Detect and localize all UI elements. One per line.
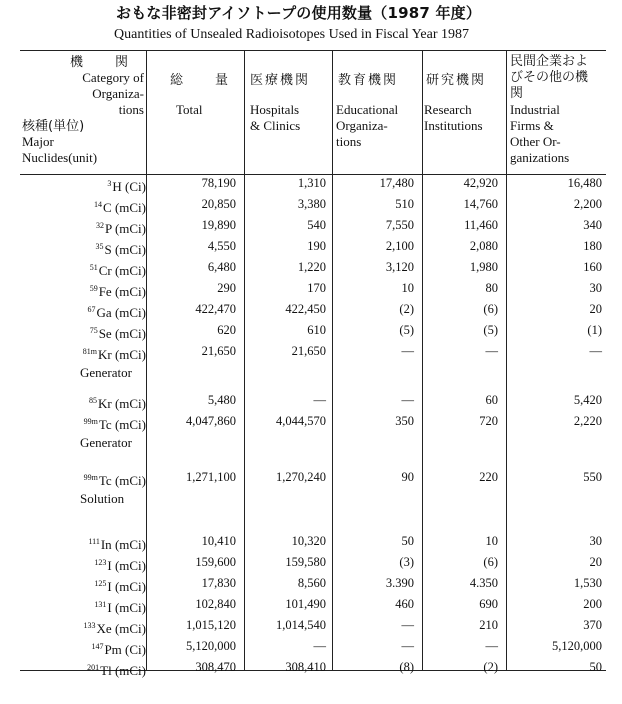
nuclide-label (20, 217, 146, 237)
table-cell: 3,120 (385, 260, 414, 274)
element-symbol: H (112, 179, 122, 194)
element-symbol: I (107, 600, 112, 615)
table-cell: 422,450 (285, 302, 326, 316)
nuclide-label (20, 280, 146, 300)
table-cell: 30 (589, 281, 602, 295)
nuclide-form: Solution (80, 491, 125, 506)
mass-number: 125 (94, 579, 107, 588)
col-header-hospitals-ja: 医療機関 (250, 73, 311, 88)
mass-number: 51 (89, 263, 98, 272)
col-header-research-en: Research Institutions (424, 102, 483, 133)
table-cell: 1,310 (297, 176, 326, 190)
table-cell: 60 (485, 393, 498, 407)
table-cell: 5,420 (573, 393, 602, 407)
table-cell: 19,890 (201, 218, 236, 232)
table-cell: 1,271,100 (186, 470, 236, 484)
mass-number: 99m (83, 473, 98, 482)
table-cell: 3.390 (385, 576, 414, 590)
mass-number: 75 (89, 326, 98, 335)
unit: (mCi) (111, 473, 146, 488)
unit: (mCi) (111, 263, 146, 278)
table-cell: 1,014,540 (276, 618, 326, 632)
nuclide-form: Generator (80, 435, 132, 450)
element-symbol: C (103, 200, 112, 215)
table-cell: — (589, 344, 602, 358)
table-cell: (5) (399, 323, 414, 337)
mass-number: 67 (87, 305, 96, 314)
unit: (Ci) (121, 642, 146, 657)
stub-header-nuclide-ja: 核種(単位) (22, 119, 85, 134)
nuclide-label (20, 175, 146, 195)
table-cell: 510 (395, 197, 414, 211)
table-cell: 10,320 (291, 534, 326, 548)
element-symbol: Fe (98, 284, 112, 299)
table-cell: 220 (479, 470, 498, 484)
table-cell: 21,650 (201, 344, 236, 358)
table-cell: — (401, 618, 414, 632)
unit: (mCi) (111, 242, 146, 257)
table-cell: 21,650 (291, 344, 326, 358)
table-cell: 1,015,120 (186, 618, 236, 632)
table-cell: — (401, 344, 414, 358)
table-cell: 10 (401, 281, 414, 295)
isotope-usage-table (20, 50, 606, 678)
col-header-educational-en: Educational Organiza- tions (336, 102, 399, 149)
unit: (mCi) (111, 663, 146, 678)
table-cell: 14,760 (463, 197, 498, 211)
mass-number: 123 (94, 558, 107, 567)
stub-header-org-ja: 機 関 (70, 55, 131, 70)
mass-number: 35 (95, 242, 104, 251)
col-header-research-ja: 研究機関 (426, 73, 487, 88)
table-cell: 20 (589, 555, 602, 569)
unit: (Ci) (121, 179, 146, 194)
table-cell: (6) (483, 555, 498, 569)
table-cell: (3) (399, 555, 414, 569)
column-divider (506, 50, 507, 670)
unit: (mCi) (111, 600, 146, 615)
table-cell: 1,270,240 (276, 470, 326, 484)
table-cell: — (485, 344, 498, 358)
nuclide-label (20, 259, 146, 279)
element-symbol: Cr (98, 263, 112, 278)
unit: (mCi) (111, 347, 146, 362)
table-cell: 102,840 (195, 597, 236, 611)
table-cell: 4,047,860 (186, 414, 236, 428)
unit: (mCi) (111, 417, 146, 432)
table-cell: 2,220 (573, 414, 602, 428)
mass-number: 14 (94, 200, 103, 209)
table-cell: 308,470 (195, 660, 236, 674)
table-cell: 540 (307, 218, 326, 232)
table-cell: 4,044,570 (276, 414, 326, 428)
stub-header-org-en: Category of Organiza- tions (82, 70, 144, 117)
element-symbol: Xe (96, 621, 112, 636)
element-symbol: Kr (97, 347, 112, 362)
unit: (mCi) (111, 200, 146, 215)
table-cell: (8) (399, 660, 414, 674)
table-cell: 2,100 (385, 239, 414, 253)
mass-number: 99m (83, 417, 98, 426)
table-cell: 190 (307, 239, 326, 253)
stub-header-nuclide-en: Major Nuclides(unit) (22, 134, 98, 165)
table-cell: 370 (583, 618, 602, 632)
title-japanese: おもな非密封アイソトープの使用数量（1987 年度） (116, 4, 482, 22)
unit: (mCi) (111, 558, 146, 573)
table-cell: 210 (479, 618, 498, 632)
element-symbol: Se (98, 326, 112, 341)
title-english: Quantities of Unsealed Radioisotopes Used in Fiscal Year 1987 (114, 27, 470, 42)
nuclide-label (20, 413, 146, 433)
element-symbol: Pm (104, 642, 122, 657)
table-cell: 170 (307, 281, 326, 295)
table-cell: (1) (587, 323, 602, 337)
table-cell: 159,600 (195, 555, 236, 569)
unit: (mCi) (111, 305, 146, 320)
table-cell: 5,120,000 (552, 639, 602, 653)
table-cell: 10,410 (201, 534, 236, 548)
mass-number: 201 (87, 663, 100, 672)
table-cell: 17,480 (379, 176, 414, 190)
table-cell: 610 (307, 323, 326, 337)
mass-number: 32 (95, 221, 104, 230)
unit: (mCi) (111, 537, 146, 552)
table-cell: 690 (479, 597, 498, 611)
table-cell: (2) (483, 660, 498, 674)
table-cell: 2,080 (469, 239, 498, 253)
table-cell: (2) (399, 302, 414, 316)
table-cell: 550 (583, 470, 602, 484)
nuclide-label (20, 596, 146, 616)
table-cell: 8,560 (297, 576, 326, 590)
table-cell: 5,120,000 (186, 639, 236, 653)
element-symbol: I (107, 558, 112, 573)
table-cell: 80 (485, 281, 498, 295)
table-cell: 20 (589, 302, 602, 316)
table-top-rule (20, 50, 606, 51)
nuclide-label (20, 343, 146, 363)
table-cell: 350 (395, 414, 414, 428)
nuclide-label (20, 617, 146, 637)
table-cell: — (401, 639, 414, 653)
element-symbol: I (107, 579, 112, 594)
col-header-industrial-ja: 民間企業およ びその他の機 関 (510, 54, 589, 101)
element-symbol: P (104, 221, 112, 236)
table-cell: — (485, 639, 498, 653)
table-cell: 6,480 (207, 260, 236, 274)
table-cell: 78,190 (201, 176, 236, 190)
table-cell: 42,920 (463, 176, 498, 190)
table-cell: 160 (583, 260, 602, 274)
element-symbol: S (104, 242, 112, 257)
element-symbol: Tc (98, 417, 112, 432)
unit: (mCi) (111, 579, 146, 594)
nuclide-label (20, 533, 146, 553)
table-cell: — (313, 393, 326, 407)
nuclide-label (20, 301, 146, 321)
table-cell: 50 (589, 660, 602, 674)
table-cell: 720 (479, 414, 498, 428)
col-header-industrial-en: Industrial Firms & Other Or- ganizations (510, 102, 570, 165)
table-cell: 290 (217, 281, 236, 295)
nuclide-label (20, 659, 146, 679)
table-cell: 4,550 (207, 239, 236, 253)
table-cell: 7,550 (385, 218, 414, 232)
mass-number: 81m (82, 347, 97, 356)
table-cell: 1,220 (297, 260, 326, 274)
column-divider (332, 50, 333, 670)
mass-number: 85 (88, 396, 97, 405)
table-cell: 159,580 (285, 555, 326, 569)
element-symbol: Ga (96, 305, 112, 320)
element-symbol: Tc (98, 473, 112, 488)
nuclide-label (20, 196, 146, 216)
mass-number: 147 (91, 642, 104, 651)
table-cell: 90 (401, 470, 414, 484)
unit: (mCi) (111, 326, 146, 341)
element-symbol: Tl (100, 663, 112, 678)
table-cell: 620 (217, 323, 236, 337)
table-cell: 460 (395, 597, 414, 611)
table-cell: 180 (583, 239, 602, 253)
table-cell: 308,410 (285, 660, 326, 674)
table-cell: (6) (483, 302, 498, 316)
nuclide-label (20, 554, 146, 574)
mass-number: 111 (88, 537, 100, 546)
nuclide-label (20, 238, 146, 258)
mass-number: 59 (89, 284, 98, 293)
table-cell: 11,460 (464, 218, 498, 232)
table-cell: 4.350 (469, 576, 498, 590)
mass-number: 133 (83, 621, 96, 630)
unit: (mCi) (111, 221, 146, 236)
table-cell: 30 (589, 534, 602, 548)
table-cell: — (401, 393, 414, 407)
nuclide-label (20, 638, 146, 658)
table-cell: 422,470 (195, 302, 236, 316)
table-cell: 101,490 (285, 597, 326, 611)
mass-number: 131 (94, 600, 107, 609)
nuclide-label (20, 392, 146, 412)
table-cell: 2,200 (573, 197, 602, 211)
table-cell: 1,980 (469, 260, 498, 274)
table-cell: 20,850 (201, 197, 236, 211)
table-cell: 200 (583, 597, 602, 611)
nuclide-label (20, 575, 146, 595)
element-symbol: In (100, 537, 112, 552)
unit: (mCi) (111, 284, 146, 299)
table-cell: 10 (485, 534, 498, 548)
table-cell: 340 (583, 218, 602, 232)
col-header-educational-ja: 教育機関 (338, 73, 399, 88)
unit: (mCi) (111, 621, 146, 636)
table-cell: 3,380 (297, 197, 326, 211)
table-cell: 5,480 (207, 393, 236, 407)
table-cell: — (313, 639, 326, 653)
table-cell: 16,480 (567, 176, 602, 190)
col-header-total-en: Total (176, 102, 203, 117)
col-header-total-ja: 総 量 (170, 73, 231, 88)
table-cell: 50 (401, 534, 414, 548)
table-cell: 17,830 (201, 576, 236, 590)
nuclide-label (20, 469, 146, 489)
nuclide-form: Generator (80, 365, 132, 380)
element-symbol: Kr (97, 396, 112, 411)
col-header-hospitals-en: Hospitals & Clinics (250, 102, 301, 133)
table-cell: (5) (483, 323, 498, 337)
table-cell: 1,530 (573, 576, 602, 590)
mass-number: 3 (107, 179, 112, 188)
unit: (mCi) (111, 396, 146, 411)
nuclide-label (20, 322, 146, 342)
